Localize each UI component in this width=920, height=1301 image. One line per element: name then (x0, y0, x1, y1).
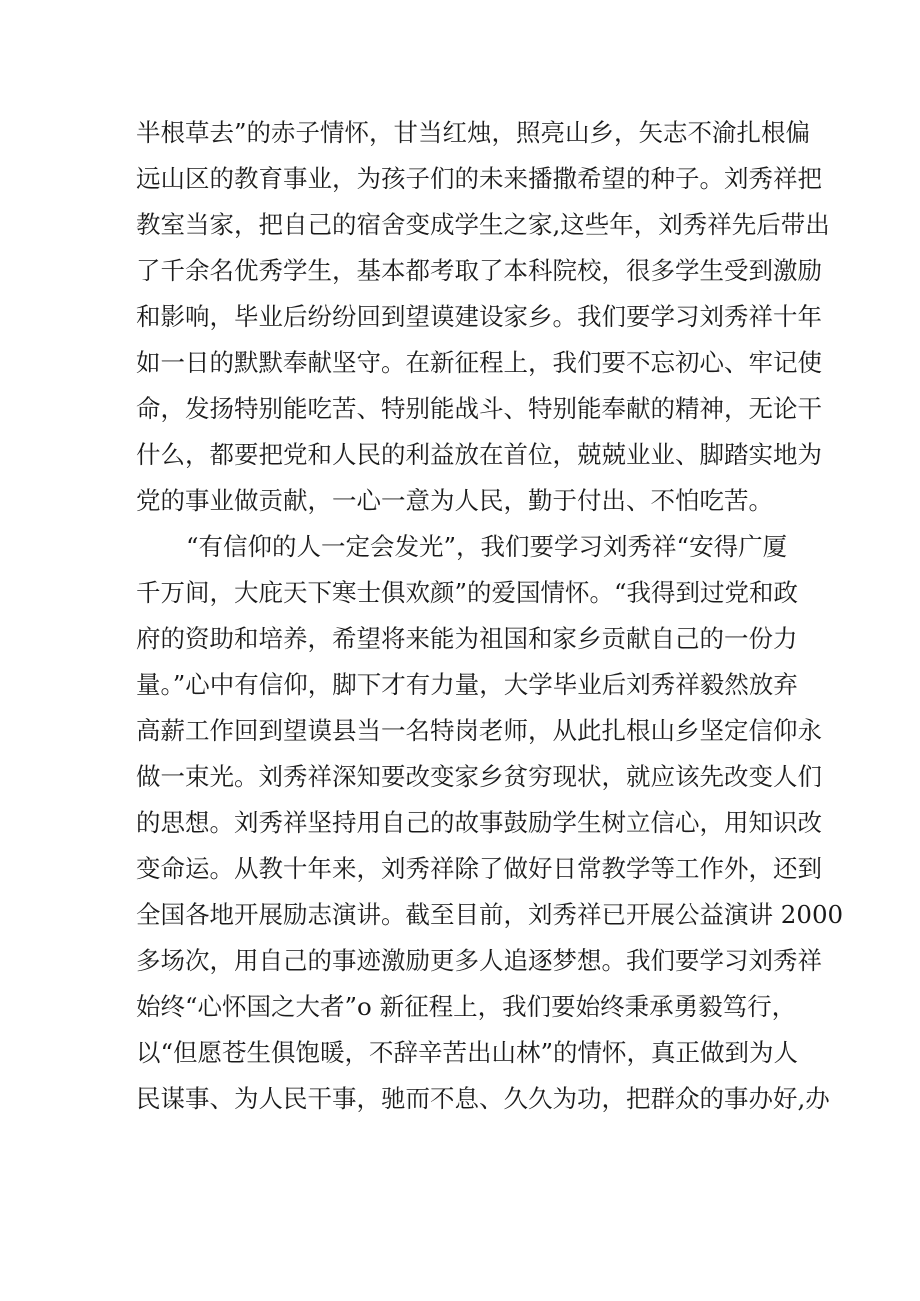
paragraph-2-line-12: 以“但愿苍生俱饱暖，不辞辛苦出山林”的情怀，真正做到为人 (136, 1038, 799, 1067)
paragraph-2-line-7: 的思想。刘秀祥坚持用自己的故事鼓励学生树立信心，用知识改 (136, 808, 822, 837)
paragraph-2-line-9: 全国各地开展励志演讲。截至目前，刘秀祥已开展公益演讲 2000 (136, 900, 844, 929)
paragraph-1-line-9: 党的事业做贡献，一心一意为人民，勤于付出、不怕吃苦。 (136, 486, 773, 515)
paragraph-1-line-5: 和影响，毕业后纷纷回到望谟建设家乡。我们要学习刘秀祥十年 (136, 302, 822, 331)
paragraph-1-line-3: 教室当家，把自己的宿舍变成学生之家,这些年，刘秀祥先后带出 (136, 210, 830, 239)
paragraph-2-line-8: 变命运。从教十年来，刘秀祥除了做好日常教学等工作外，还到 (136, 854, 822, 883)
paragraph-1-line-7: 命，发扬特别能吃苦、特别能战斗、特别能奉献的精神，无论干 (136, 394, 822, 423)
paragraph-2-line-1: “有信仰的人一定会发光”，我们要学习刘秀祥“安得广厦 (186, 532, 788, 561)
paragraph-1-line-6: 如一日的默默奉献坚守。在新征程上，我们要不忘初心、牢记使 (136, 348, 822, 377)
paragraph-1-line-1: 半根草去”的赤子情怀，甘当红烛，照亮山乡，矢志不渝扎根偏 (136, 118, 811, 147)
paragraph-2-line-11: 始终“心怀国之大者”o 新征程上，我们要始终秉承勇毅笃行， (136, 992, 797, 1021)
paragraph-2-line-5: 高薪工作回到望谟县当一名特岗老师，从此扎根山乡坚定信仰永 (136, 716, 822, 745)
paragraph-1-line-4: 了千余名优秀学生，基本都考取了本科院校，很多学生受到激励 (136, 256, 822, 285)
paragraph-2-line-3: 府的资助和培养，希望将来能为祖国和家乡贡献自己的一份力 (136, 624, 798, 653)
paragraph-1-line-8: 什么，都要把党和人民的利益放在首位，兢兢业业、脚踏实地为 (136, 440, 822, 469)
paragraph-2-line-13: 民谋事、为人民干事，驰而不息、久久为功，把群众的事办好,办 (136, 1084, 830, 1113)
paragraph-2-line-10: 多场次，用自己的事迹激励更多人追逐梦想。我们要学习刘秀祥 (136, 946, 822, 975)
paragraph-2-line-4: 量。”心中有信仰，脚下才有力量，大学毕业后刘秀祥毅然放弃 (136, 670, 798, 699)
paragraph-2-line-2: 千万间，大庇天下寒士俱欢颜”的爱国情怀。“我得到过党和政 (136, 578, 799, 607)
paragraph-1-line-2: 远山区的教育事业，为孩子们的未来播撒希望的种子。刘秀祥把 (136, 164, 822, 193)
paragraph-2-line-6: 做一束光。刘秀祥深知要改变家乡贫穷现状，就应该先改变人们 (136, 762, 822, 791)
